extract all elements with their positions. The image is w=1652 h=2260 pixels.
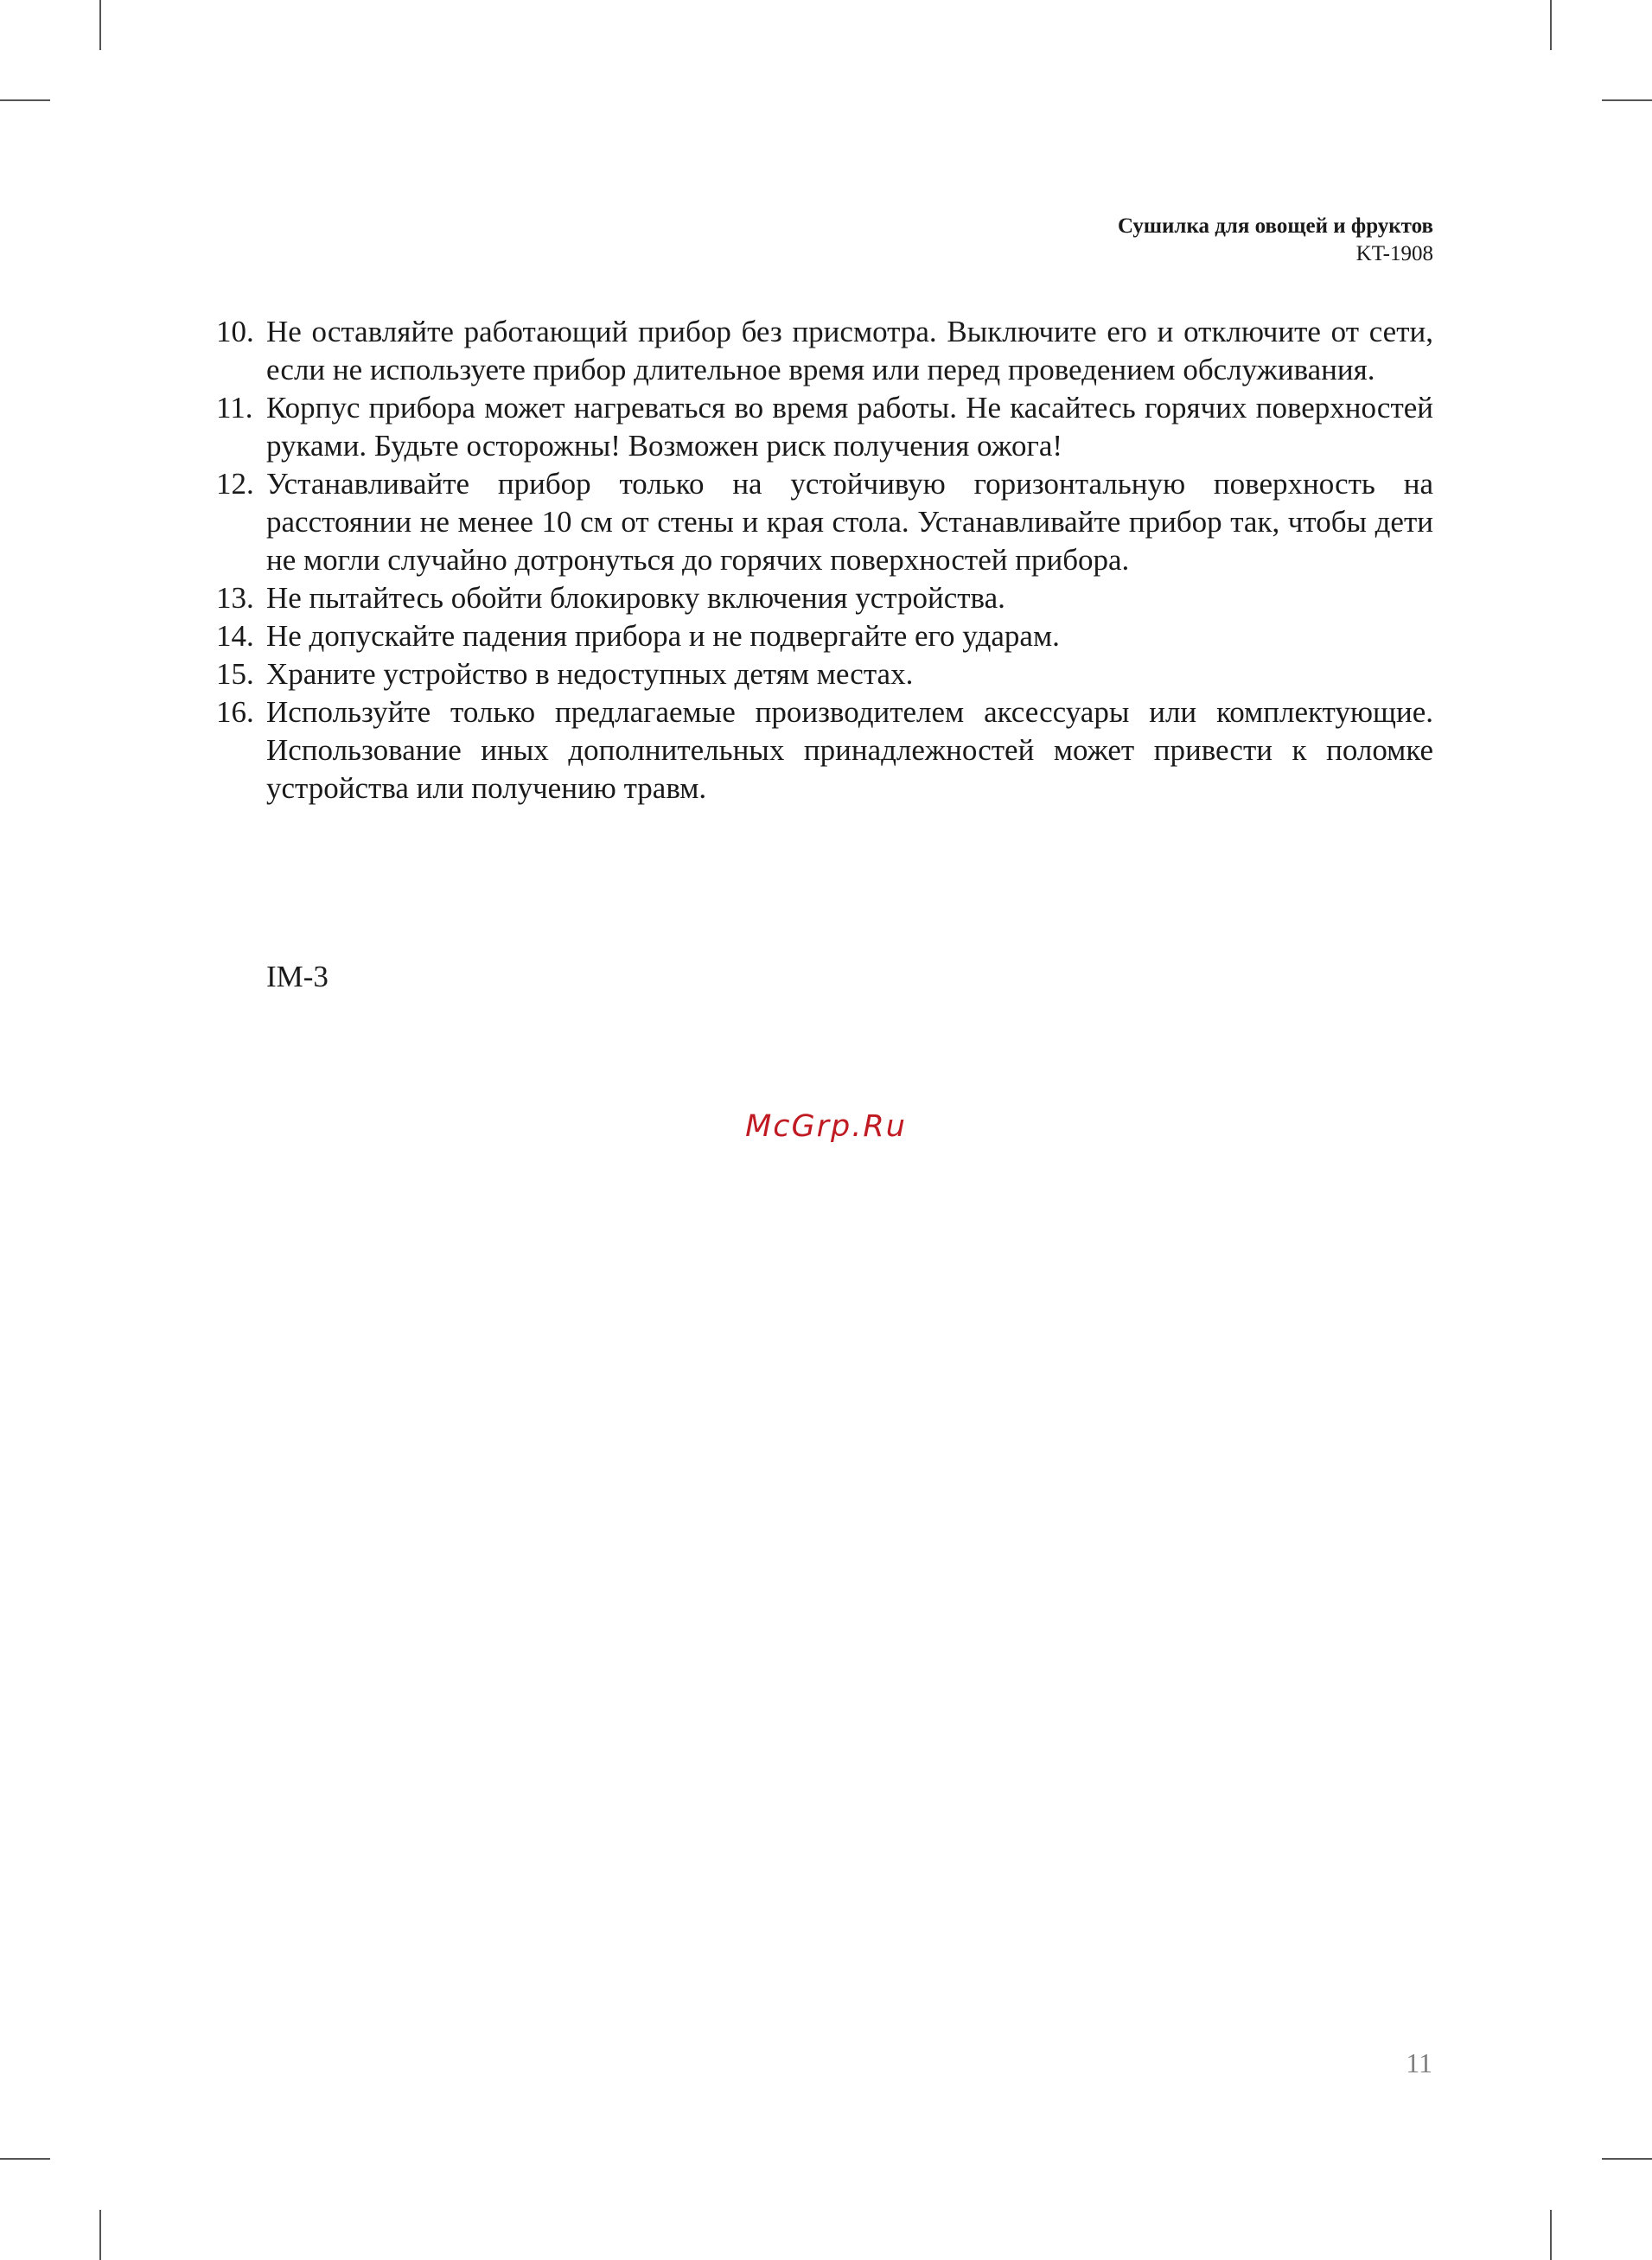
list-item — [216, 617, 1433, 655]
crop-mark — [1602, 2158, 1652, 2160]
item-number: 15. — [216, 657, 254, 691]
item-text: Корпус прибора может нагреваться во время работы. Не касайтесь горячих поверхностей руками. Будьте осторожны! Возможен риск получения ожога! — [266, 391, 1433, 463]
item-number: 11. — [216, 391, 253, 425]
item-number: 14. — [216, 619, 254, 653]
crop-mark — [1602, 99, 1652, 101]
list-item — [216, 655, 1433, 693]
list-item — [216, 579, 1433, 617]
item-text: Не допускайте падения прибора и не подвергайте его ударам. — [266, 619, 1060, 653]
page-header — [1118, 213, 1433, 268]
list-item — [216, 465, 1433, 579]
item-number: 13. — [216, 581, 254, 615]
crop-mark — [1550, 0, 1552, 50]
item-text: Устанавливайте прибор только на устойчивую горизонтальную поверхность на расстоянии не менее 10 см от стены и края стола. Устанавливайте прибор так, чтобы дети не могли случайно дотронуться до горячих поверхностей прибора. — [266, 467, 1433, 577]
instructions-list — [216, 313, 1433, 808]
header-model: KT-1908 — [1355, 242, 1433, 265]
item-number: 16. — [216, 695, 254, 729]
list-item — [216, 693, 1433, 808]
page-number: 11 — [1406, 2047, 1432, 2078]
list-item — [216, 389, 1433, 465]
item-text: Не оставляйте работающий прибор без присмотра. Выключите его и отключите от сети, если не используете прибор длительное время или перед проведением обслуживания. — [266, 315, 1433, 386]
item-text: Используйте только предлагаемые производителем аксессуары или комплектующие. Использование иных дополнительных принадлежностей может привести к поломке устройства или получению травм. — [266, 695, 1433, 805]
list-item — [216, 313, 1433, 389]
watermark: McGrp.Ru — [745, 1109, 907, 1144]
crop-mark — [99, 0, 101, 50]
item-text: Не пытайтесь обойти блокировку включения устройства. — [266, 581, 1005, 615]
item-text: Храните устройство в недоступных детям местах. — [266, 657, 914, 691]
item-number: 12. — [216, 467, 254, 501]
header-title: Сушилка для овощей и фруктов — [1117, 214, 1433, 238]
document-code: IM-3 — [266, 960, 328, 993]
crop-mark — [0, 2158, 50, 2160]
crop-mark — [0, 99, 50, 101]
item-number: 10. — [216, 315, 254, 348]
crop-mark — [99, 2210, 101, 2260]
crop-mark — [1550, 2210, 1552, 2260]
